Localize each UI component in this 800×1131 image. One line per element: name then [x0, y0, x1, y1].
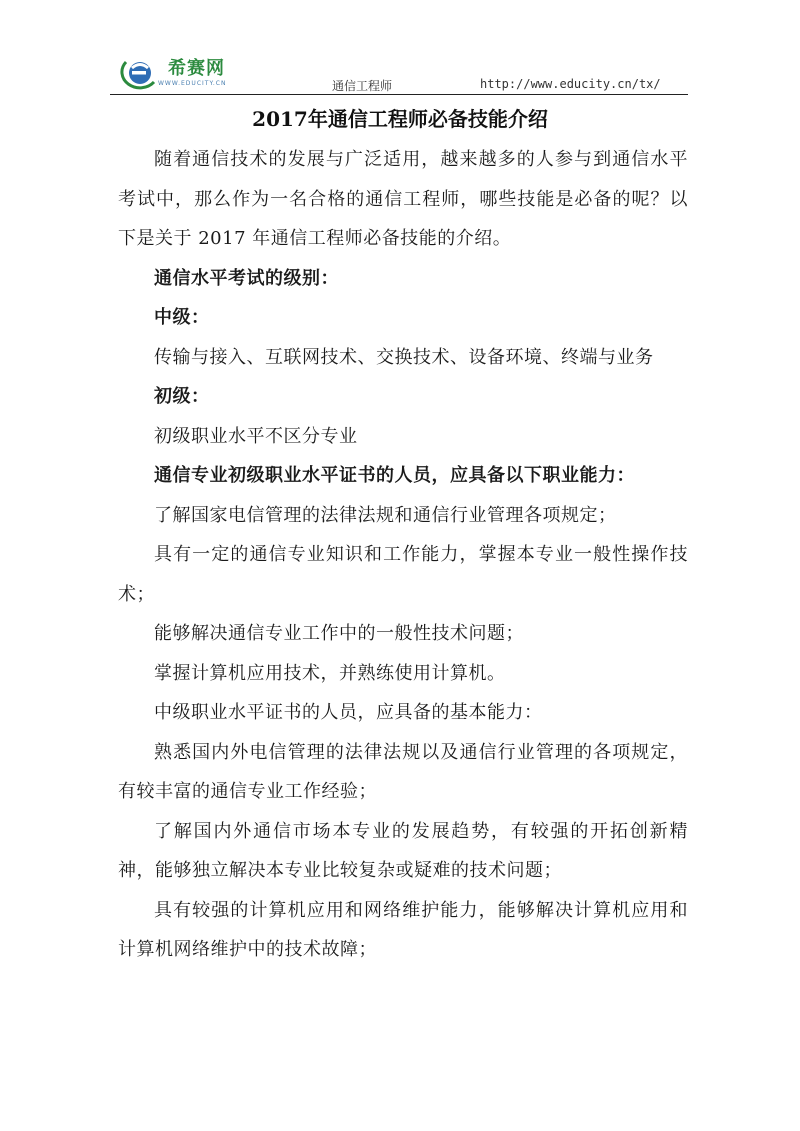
- header-section-label: 通信工程师: [332, 79, 393, 93]
- logo-subtitle: WWW.EDUCITY.CN: [158, 80, 227, 87]
- paragraph: 具有较强的计算机应用和网络维护能力，能够解决计算机应用和计算机网络维护中的技术故障；: [118, 899, 688, 960]
- site-logo[interactable]: [120, 54, 260, 94]
- header-url[interactable]: http://www.educity.cn/tx/: [480, 77, 661, 91]
- paragraph: 中级职业水平证书的人员，应具备的基本能力：: [154, 702, 543, 723]
- document-title: 2017年通信工程师必备技能介绍: [252, 107, 548, 131]
- paragraph: 初级职业水平不区分专业: [154, 425, 358, 447]
- paragraph: 熟悉国内外电信管理的法律法规以及通信行业管理的各项规定，有较丰富的通信专业工作经验；: [118, 741, 688, 802]
- header-divider: [110, 94, 688, 95]
- paragraph: 具有一定的通信专业知识和工作能力，掌握本专业一般性操作技术；: [118, 544, 688, 605]
- paragraph: 了解国家电信管理的法律法规和通信行业管理各项规定；: [154, 504, 617, 526]
- section-heading: 中级：: [154, 307, 210, 328]
- document-body: [118, 140, 688, 970]
- paragraph: 了解国内外通信市场本专业的发展趋势，有较强的开拓创新精神，能够独立解决本专业比较复杂或疑难的技术问题；: [118, 820, 688, 881]
- paragraph: 掌握计算机应用技术，并熟练使用计算机。: [154, 662, 506, 684]
- section-heading: 通信水平考试的级别：: [154, 267, 339, 289]
- section-heading: 通信专业初级职业水平证书的人员，应具备以下职业能力：: [154, 465, 635, 486]
- educity-e-logo-icon: [120, 56, 160, 90]
- section-heading: 初级：: [154, 386, 210, 407]
- paragraph: 传输与接入、互联网技术、交换技术、设备环境、终端与业务: [154, 346, 654, 368]
- paragraph: 能够解决通信专业工作中的一般性技术问题；: [154, 623, 524, 644]
- page-header: [110, 52, 688, 94]
- paragraph: 随着通信技术的发展与广泛适用，越来越多的人参与到通信水平考试中，那么作为一名合格的通信工程师，哪些技能是必备的呢？以下是关于 2017 年通信工程师必备技能的介绍。: [118, 149, 688, 249]
- logo-name: 希赛网: [168, 58, 225, 79]
